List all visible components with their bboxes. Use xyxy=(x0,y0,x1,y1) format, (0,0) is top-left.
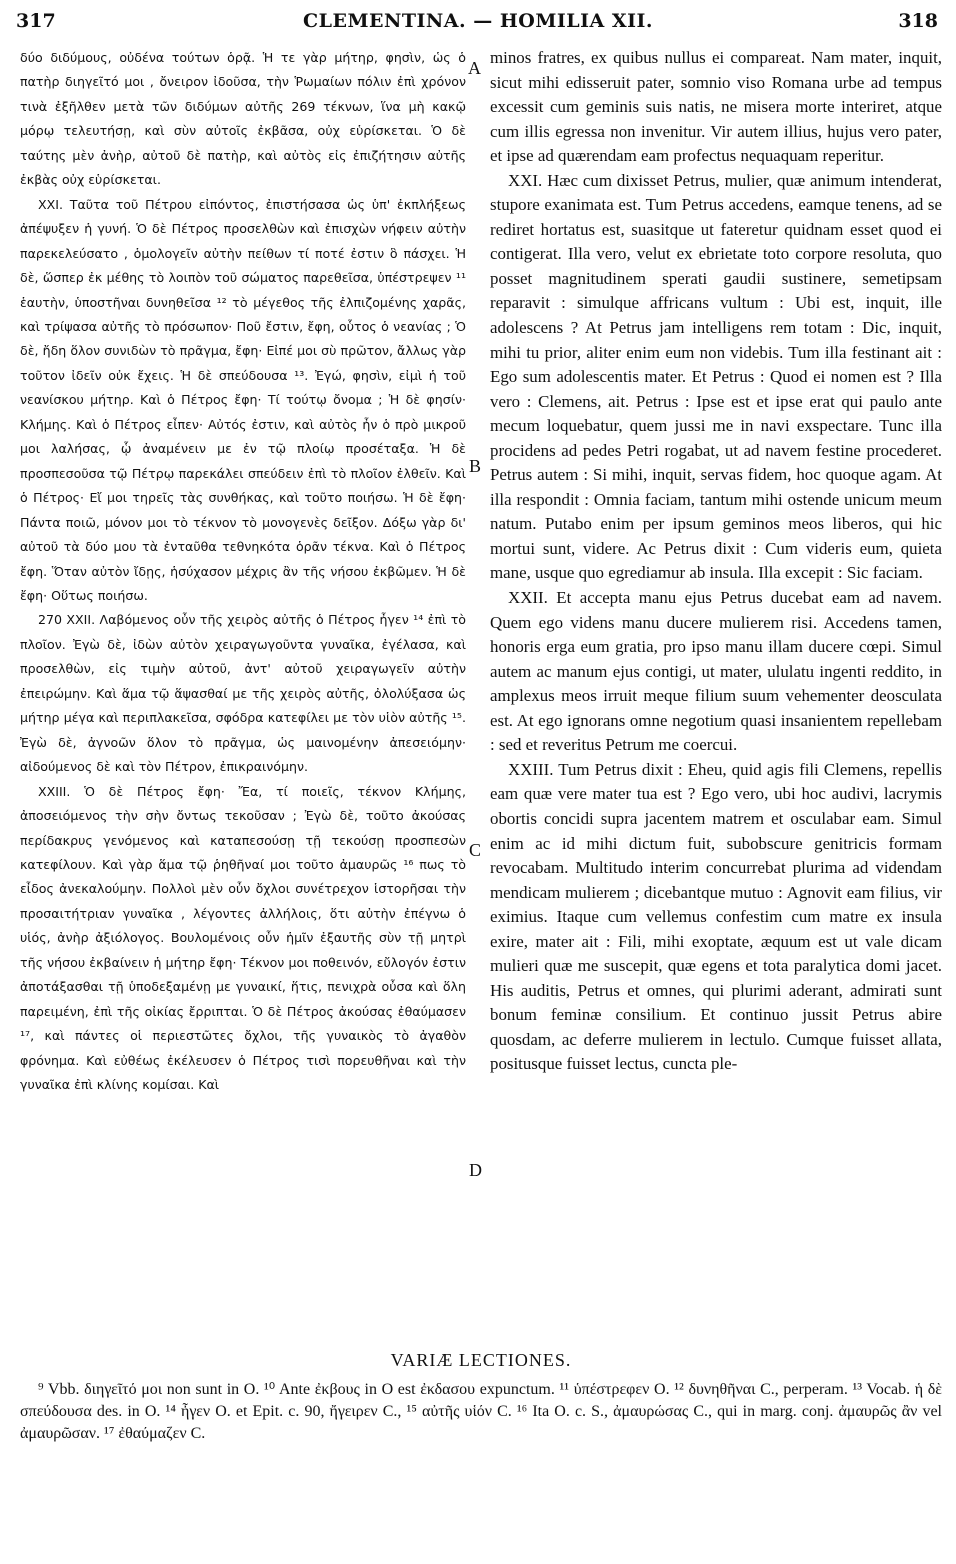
greek-paragraph-4: XXIII. Ὁ δὲ Πέτρος ἔφη· Ἔα, τί ποιεῖς, τέκνον Κλήμης, ἀποσειόμενος τὴν σὴν ὄντως τεκοῦσαν ; Ἐγὼ δὲ, τοῦτο ἀκούσας περίδακρυς γενόμενος καὶ καταπεσούσῃ τῇ τεκούσῃ προσπεσὼν κατεφίλουν. Καὶ γὰρ ἅμα τῷ ῥηθῆναί μοι τοῦτο ἀμαυρῶς ¹⁶ πως τὸ εἶδος ἀνεκαλούμην. Πολλοὶ μὲν οὖν ὄχλοι συνέτρεχον ἱστορῆσαι τὴν προσαιτήτριαν γυναῖκα , λέγοντες ἀλλήλοις, ὅτι αὐτὴν ἐπέγνω ὁ υἱός, ἀνὴρ ἀξιόλογος. Βουλομένοις οὖν ἡμῖν ἐξαυτῆς σὺν τῇ μητρὶ τῆς νήσου ἐκβαίνειν ἡ μήτηρ ἔφη· Τέκνον μοι ποθεινόν, εὔλογόν ἐστιν ἀποτάξασθαι τῇ ὑποδεξαμένῃ με γυναικί, ἥτις, πενιχρὰ οὖσα καὶ ὅλη παρειμένη, ἐπὶ τῆς οἰκίας ἔρριπται. Ὁ δὲ Πέτρος ἀκούσας ἐθαύμασεν ¹⁷, καὶ πάντες οἱ περιεστῶτες ὄχλοι, τῆς γυναικὸς τὸ ἀγαθὸν φρόνημα. Καὶ εὐθέως ἐκέλευσεν ὁ Πέτρος τισὶ πορευθῆναι καὶ τὴν γυναῖκα ἐπὶ κλίνης κομίσαι. Καὶ xyxy=(20,783,466,1093)
greek-column xyxy=(20,46,466,1346)
page-number-left: 317 xyxy=(16,10,56,32)
latin-paragraph-2: XXI. Hæc cum dixisset Petrus, mulier, quæ animum intenderat, stupore exanimata est. Tum Petrus accedens, eamque tenens, ad se rediret hortatus est, suasitque ut fateretur quidnam esset quod ei contigerat. Illa vero, velut ex ebrietate toto corpore resoluta, quo posset magnitudinem sperati gaudii sustinere, semetipsam reparavit : simulque affricans vultum : Ubi est, inquit, ille adolescens ? At Petrus jam intelligens rem totam : Dic, inquit, mihi tu prior, aliter enim eum non videbis. Tum illa festinant ait : Ego sum adolescentis mater. Et Petrus : Quod ei nomen est ? Illa vero : Clemens, ait. Petrus : Ipse est et ipse erat qui paulo ante mecum loquebatur, quem jussi me in navi exspectare. Tunc illa procidens ad pedes Petri rogabat, ut ad navem festine procederet. Petrus autem : Si mihi, inquit, servas fidem, hoc quoque agam. At illa respondit : Omnia faciam, tantum mihi ostende unicum meum natum. Putabo enim per ipsum geminos meos liberos, qui hic mortui sunt, videre. Ac Petrus dixit : Cum videris eum, quieta mane, usque quo egrediamur ab insula. Illa excepit : Sic faciam. xyxy=(490,170,942,583)
notes-text: ⁹ Vbb. διηγεῖτό μοι non sunt in O. ¹⁰ Ante ἐκβους in O est ἐκδασου expunctum. ¹¹ ὑπέστρεφεν O. ¹² δυνηθῆναι C., perperam. ¹³ Vocab. ἡ δὲ σπεύδουσα des. in O. ¹⁴ ἦγεν O. et Epit. c. 90, ἤγειρεν C., ¹⁵ αὐτῆς υἱόν C. ¹⁶ Ita O. c. S., ἀμαυρώσας C., qui in marg. conj. ἀμαυρῶς ἂν vel ἀμαυρῶσαν. ¹⁷ ἐθαύμαζεν C. xyxy=(20,1381,942,1442)
latin-paragraph-3: XXII. Et accepta manu ejus Petrus ducebat eam ad navem. Quem ego videns manu ducere mulierem risi. Accedens tamen, honoris erga eum gratia, pro ipso manu illam ducere cœpi. Simul autem ac manum ejus contigi, ut mater, ululatu ingenti reddito, in amplexus meos irruit meque filium suum vehementer deosculata est. At ego ignorans omne negotium quasi insanientem repellebam : sed et reveritus Petrum me coercui. xyxy=(490,588,942,755)
page-number-right: 318 xyxy=(898,10,938,32)
latin-paragraph-4: XXIII. Tum Petrus dixit : Eheu, quid agis fili Clemens, repellis eam quæ vere mater tua est ? Ego vero, ubi hoc audivi, lacrymis obortis concidi supra jacentem matrem et osculabar eam. Simul enim ac id mihi dictum fuit, subobscure genitricis formam revocabam. Multitudo interim concurrebat plurima ad videndam mendicam mulierem ; dicebantque mutuo : Agnovit eam filius, vir eximius. Itaque cum vellemus confestim cum matre ex insula exire, mater ait : Fili, mihi exoptate, æquum est ut vale dicam mulieri quæ me suscepit, quæ egens et tota paralytica domi jacet. His auditis, Petrus et omnes, qui plurimi aderant, admirati sunt bonum feminæ consilium. Et continuo jussit Petrus abire quosdam, ac deferre mulierem in lectulo. Cumque fuisset allata, positusque fuisset lectus, cuncta ple- xyxy=(490,759,942,1074)
notes-title: VARIÆ LECTIONES. xyxy=(390,1350,572,1370)
greek-paragraph-1: δύο διδύμους, οὐδένα τούτων ὁρᾷ. Ἡ τε γὰρ μήτηρ, φησὶν, ὡς ὁ πατὴρ διηγεῖτό μοι , ὄνειρον ἰδοῦσα, τὴν Ῥωμαίων πόλιν ἐπὶ χρόνον τινὰ ἐξῆλθεν μετὰ τῶν διδύμων αὐτῆς 269 τέκνων, ἵνα μὴ κακῷ μόρῳ τελευτήσῃ, καὶ σὺν αὐτοῖς ἐκβᾶσα, οὐχ εὑρίσκεται. Ὁ δὲ ταύτης μὲν ἀνὴρ, αὐτοῦ δὲ πατὴρ, καὶ αὐτὸς εἰς ἐπιζήτησιν αὐτῆς ἐκβὰς οὐχ εὑρίσκεται. xyxy=(20,50,466,188)
greek-paragraph-3: 270 XXII. Λαβόμενος οὖν τῆς χειρὸς αὐτῆς ὁ Πέτρος ἦγεν ¹⁴ ἐπὶ τὸ πλοῖον. Ἐγὼ δὲ, ἰδὼν αὐτὸν χειραγωγοῦντα γυναῖκα, ἐγέλασα, καὶ προσελθὼν, εἰς τιμὴν αὐτοῦ, ἀντ' αὐτοῦ χειραγωγεῖν αὐτὴν ἐπειρώμην. Καὶ ἅμα τῷ ἅψασθαί με τῆς χειρὸς αὐτῆς, ὀλολύξασα ὡς μήτηρ μέγα καὶ περιπλακεῖσα, σφόδρα κατεφίλει με τὸν υἱὸν αὐτῆς ¹⁵. Ἐγὼ δὲ, ἀγνοῶν ὅλον τὸ πρᾶγμα, ὡς μαινομένην ἀπεσειόμην· αἰδούμενος δὲ καὶ τὸν Πέτρον, ἐπικραινόμην. xyxy=(20,612,466,775)
latin-column xyxy=(490,46,942,1346)
page-header xyxy=(12,10,944,40)
greek-paragraph-2: XXI. Ταῦτα τοῦ Πέτρου εἰπόντος, ἐπιστήσασα ὡς ὑπ' ἐκπλήξεως ἀπέψυξεν ἡ γυνή. Ὁ δὲ Πέτρος προσελθὼν καὶ ἐπισχὼν νήφειν αὐτὴν παρεκελεύσατο , ὁμολογεῖν αὐτὴν πείθων τί ποτέ ἐστιν ὃ πάσχει. Ἡ δὲ, ὥσπερ ἐκ μέθης τὸ λοιπὸν τοῦ σώματος παρεθεῖσα, ὑπέστρεψεν ¹¹ ἑαυτὴν, ὑποστῆναι δυνηθεῖσα ¹² τὸ μέγεθος τῆς ἐλπιζομένης χαρᾶς, καὶ τρίψασα αὐτῆς τὸ πρόσωπον· Ποῦ ἔστιν, ἔφη, οὗτος ὁ νεανίας ; Ὁ δὲ, ἤδη ὅλον συνιδὼν τὸ πρᾶγμα, ἔφη· Εἰπέ μοι σὺ πρῶτον, ἄλλως γὰρ τοῦτον ἰδεῖν οὐκ ἔχεις. Ἡ δὲ σπεύδουσα ¹³. Ἐγώ, φησὶν, εἰμὶ ἡ τοῦ νεανίσκου μήτηρ. Καὶ ὁ Πέτρος ἔφη· Τί τούτῳ ὄνομα ; Ἡ δὲ φησίν· Κλήμης. Καὶ ὁ Πέτρος εἶπεν· Αὐτός ἐστιν, καὶ αὐτὸς ἦν ὁ πρὸ μικροῦ μοι λαλήσας, ᾧ ἀναμένειν με ἐν τῷ πλοίῳ προσέταξα. Ἡ δὲ προσπεσοῦσα τῷ Πέτρῳ παρεκάλει σπεύδειν ἐπὶ τὸ πλοῖον ἐλθεῖν. Καὶ ὁ Πέτρος· Εἴ μοι τηρεῖς τὰς συνθήκας, καὶ τοῦτο ποιήσω. Ἡ δὲ ἔφη· Πάντα ποιῶ, μόνον μοι τὸ τέκνον τὸ μονογενὲς δεῖξον. Δόξω γὰρ δι' αὐτοῦ τὰ δύο μου τὰ ἐνταῦθα τεθνηκότα ὁρᾶν τέκνα. Καὶ ὁ Πέτρος ἔφη. Ὅταν αὐτὸν ἴδῃς, ἡσύχασον μέχρις ἂν τῆς νήσου ἐκβῶμεν. Ἡ δὲ ἔφη· Οὕτως ποιήσω. xyxy=(20,196,466,603)
margin-letter-a: A xyxy=(468,58,481,78)
running-title: CLEMENTINA. — HOMILIA XII. xyxy=(303,10,653,32)
latin-paragraph-1: minos fratres, ex quibus nullus ei compareat. Nam mater, inquit, sicut mihi edisseruit pater, somnio viso Romana urbe ad tempus excessit cum geminis suis natis, ne misera morte interiret, atque cum illis egressa non invenitur. Vir autem illius, hujus vero pater, et ipse ad quærendam eam profectus nequaquam reperitur. xyxy=(490,48,942,166)
margin-letter-b: B xyxy=(469,456,482,476)
variant-readings xyxy=(20,1350,942,1445)
margin-letter-d: D xyxy=(469,1160,482,1180)
margin-letter-c: C xyxy=(469,840,482,860)
